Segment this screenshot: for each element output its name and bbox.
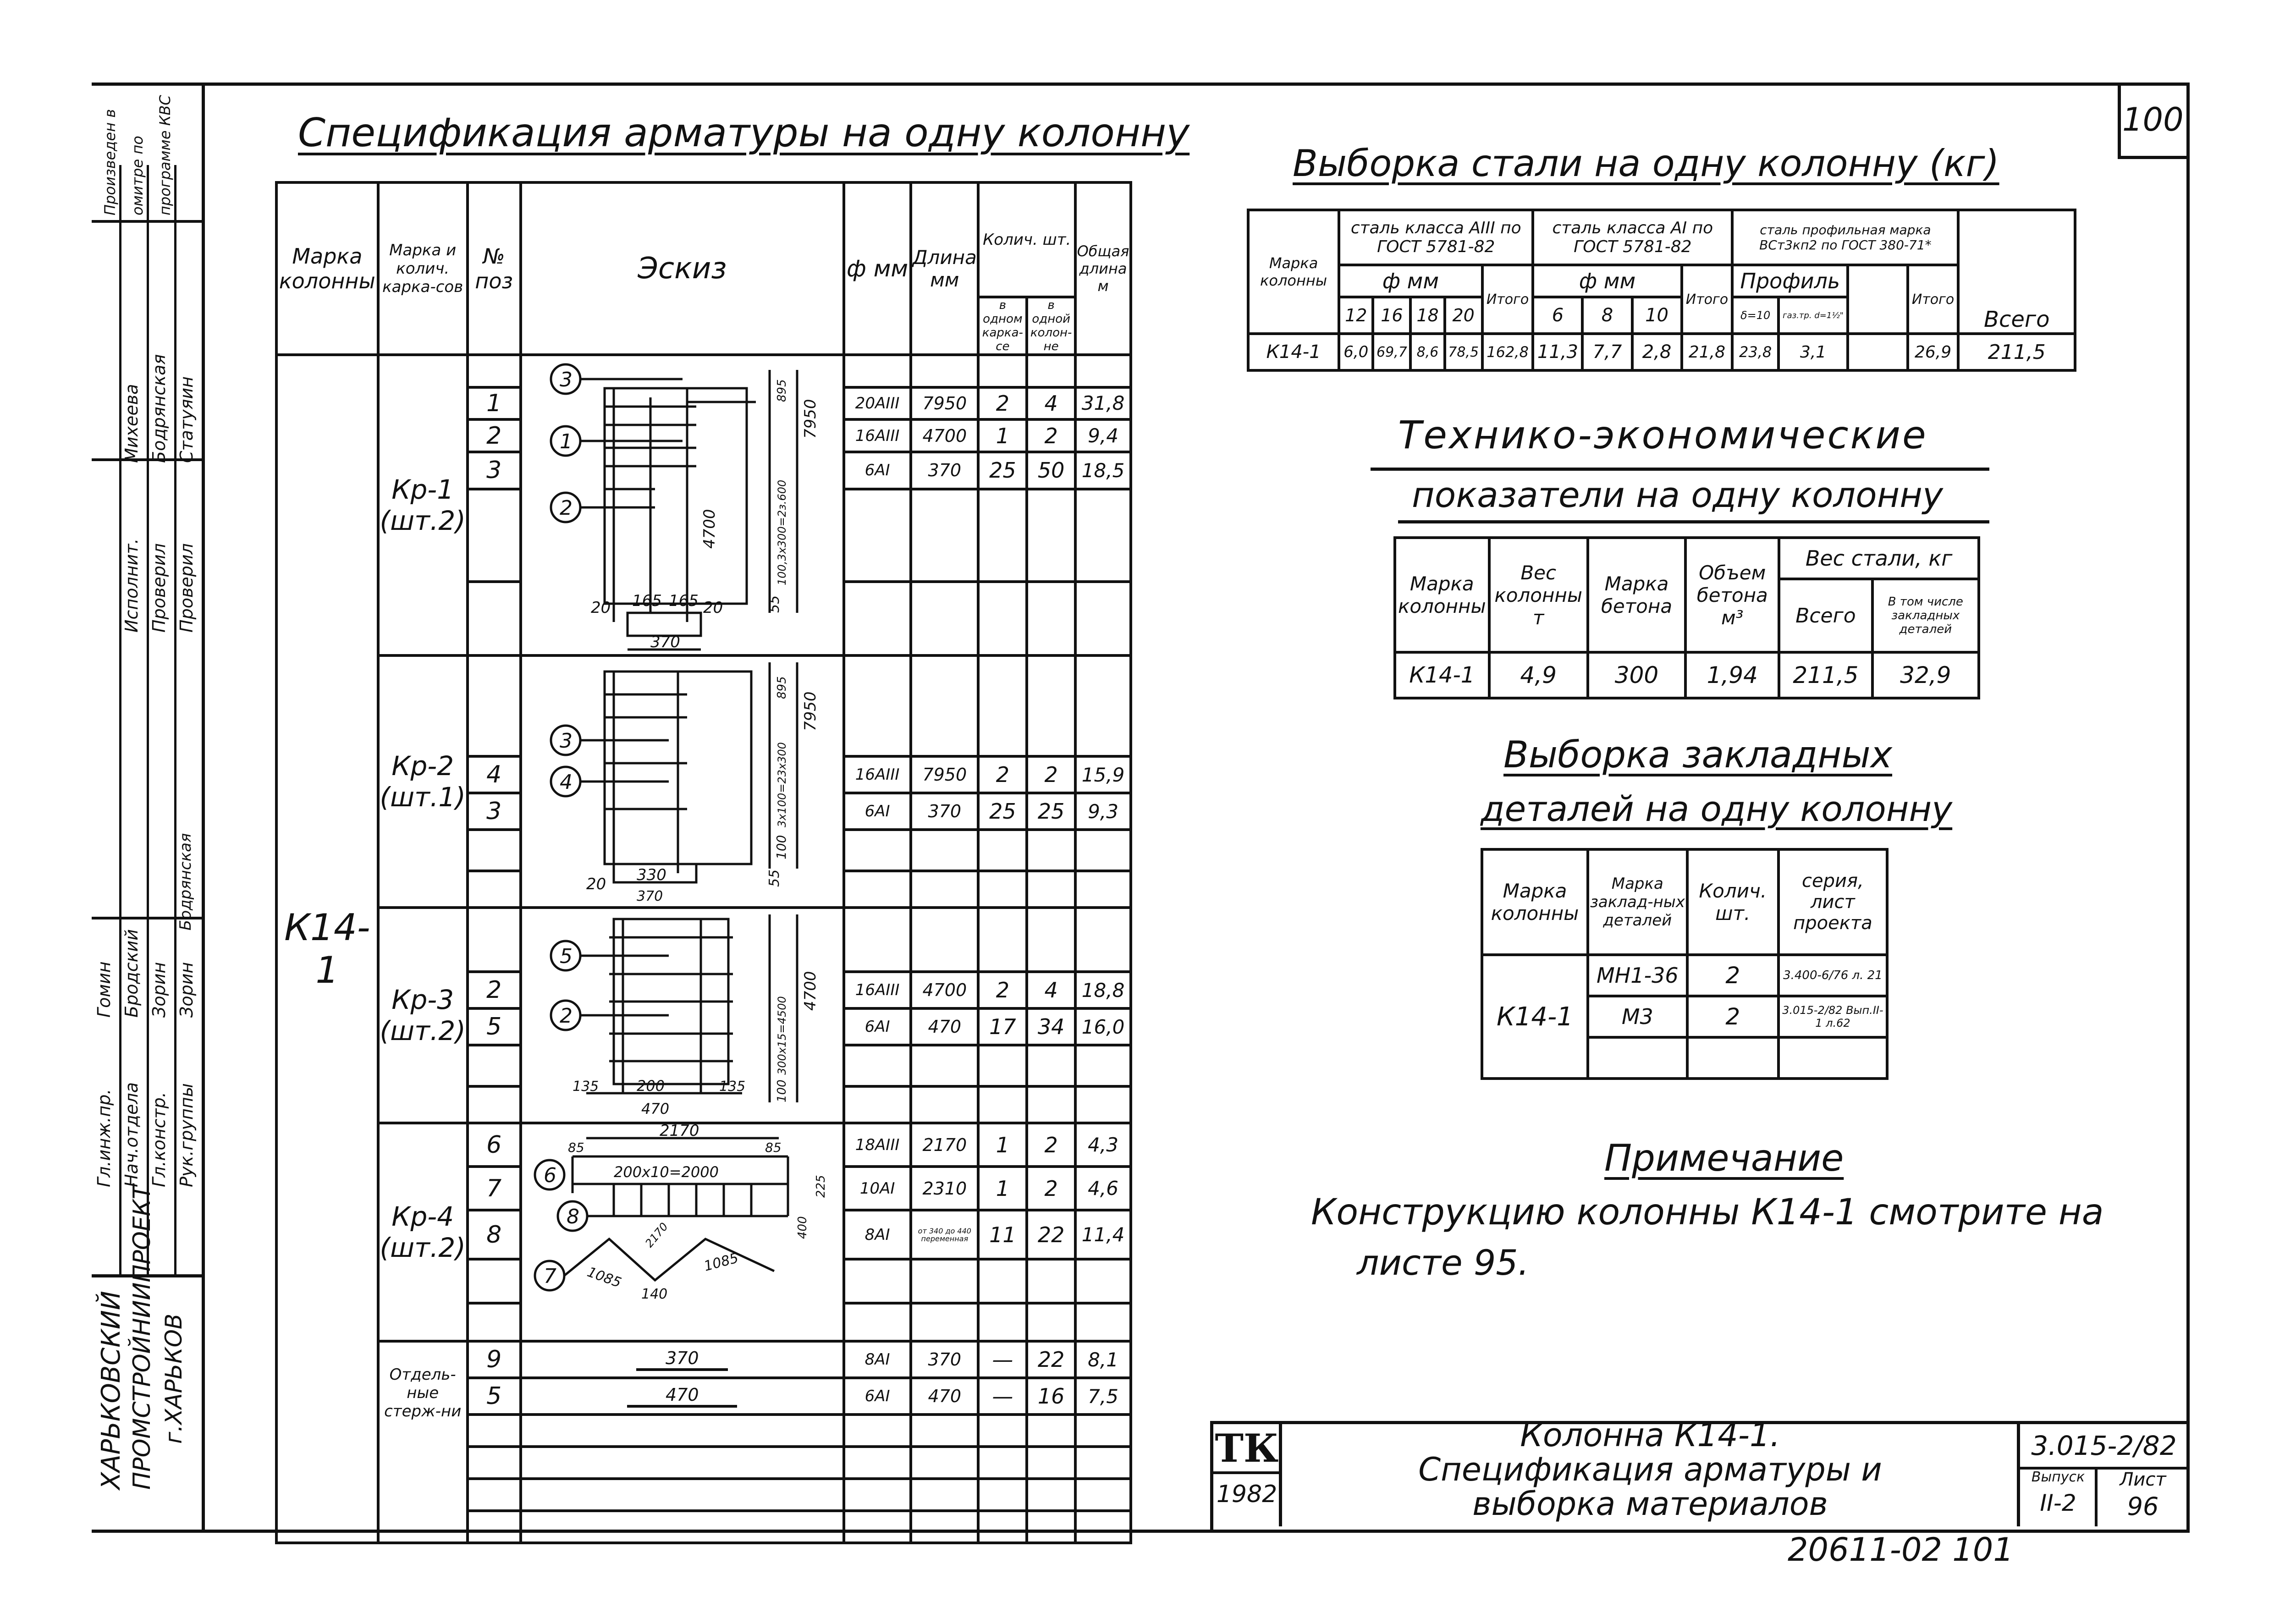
svg-text:8: 8 (566, 1205, 579, 1228)
name2-1: Михеева (121, 384, 142, 463)
h-qty: Колич. шт. (978, 182, 1075, 297)
bar-sketch-9: 370 (521, 1341, 844, 1378)
table-row: 2 (468, 972, 521, 1008)
svg-text:400: 400 (795, 1216, 809, 1239)
svg-text:3х100=23х300: 3х100=23х300 (775, 742, 788, 827)
svg-text:300х15=4500: 300х15=4500 (775, 996, 788, 1075)
role2-1: Исполнит. (121, 538, 142, 633)
spec-table: Марка колонны Марка и колич. карка-сов № поз Эскиз ф мм Длина мм Колич. шт. Общая длина м в одном карка-се в одной колон-не К14-1 Кр-1 (шт.2) 3 1 2 20 165 165 20 370 4700 7950 55 100,3х300=2з.600 895 1 20АIII 7950 2 4 31,8 2 16АIII 4700 1 2 9,4 3 6АI 370 25 50 18,5 Кр-2 (шт.1) 3 4 20 330 370 7950 55 100 3х100=23х300 895 4 16АIII 7950 2 2 15,9 3 6АI 370 25 25 9,3 Кр-3 (шт.2) 5 2 135 200 135 470 4700 100 300х15=4500 2 16АIII 4700 2 4 18,8 5 6АI 470 17 34 16,0 Кр-4 (шт.2) 6 6 8 7 2170 200х10=2000 85 85 1085 140 1085 400 225 2170 18АIII 2170 1 2 4,3 7 10АI 2310 1 2 4,6 8 8АI от 340 до 440 переменная 11 22 11,4 Отдель-ные стерж-ни 9 370 8АI 370 — 22 8,1 5 470 6АI 470 — 16 7,5 (275, 181, 1132, 1544)
table-row: К14-1 (1395, 652, 1489, 698)
name2-3: Статуяин (176, 376, 197, 463)
issue-value: II-2 (2040, 1490, 2076, 1516)
side-note: Произведен в омитре по программе КВС (101, 95, 174, 215)
spec-title: Спецификация арматуры на одну колонну (298, 110, 1190, 156)
tech-table: Марка колонны Вес колонны т Марка бетона Объем бетона м³ Вес стали, кг Всего В том числе закладных деталей К14-1 4,9 300 1,94 211,5 32,9 (1393, 536, 1980, 699)
svg-text:100,3х300=2з.600: 100,3х300=2з.600 (775, 479, 788, 585)
svg-text:165: 165 (668, 592, 699, 610)
stamp-title2: Спецификация арматуры и (1418, 1451, 1882, 1488)
h-total-len: Общая длина м (1075, 182, 1131, 355)
svg-text:55: 55 (766, 869, 782, 887)
svg-text:370: 370 (650, 633, 680, 651)
svg-text:200х10=2000: 200х10=2000 (613, 1163, 719, 1181)
issue-label: Выпуск (2031, 1469, 2085, 1485)
svg-text:55: 55 (766, 595, 782, 613)
h-qty-col: в одной колон-не (1027, 297, 1075, 355)
role-2: Нач.отдела (121, 1082, 142, 1187)
table-row: 5 (468, 1378, 521, 1415)
svg-text:3: 3 (559, 729, 573, 753)
note-line2: листе 95. (1357, 1242, 1529, 1283)
name-2: Бродский (121, 929, 142, 1018)
emb-table: Марка колонны Марка заклад-ных деталей Колич. шт. серия, лист проекта К14-1 МН1-36 2 3.400-6/76 л. 21 М3 2 3.015-2/82 Вып.II-1 л.62 (1481, 848, 1889, 1080)
role2-3: Проверил (176, 543, 197, 633)
left-border (202, 83, 205, 1530)
h-qty-one: в одном карка-се (978, 297, 1027, 355)
stamp-title1: Колонна К14-1. (1520, 1416, 1780, 1454)
h-diam: ф мм (844, 182, 911, 355)
table-row: 3 (468, 452, 521, 489)
bottom-code: 20611-02 101 (1788, 1531, 2014, 1569)
h-cage-mark: Марка и колич. карка-сов (378, 182, 468, 355)
stamp-code: 3.015-2/82 (2031, 1430, 2177, 1461)
emb-title1: Выборка закладных (1503, 733, 1893, 776)
svg-text:85: 85 (765, 1140, 782, 1155)
column-mark-cell: К14-1 (276, 355, 378, 1543)
svg-text:7950: 7950 (801, 399, 820, 439)
steel-title: Выборка стали на одну колонну (кг) (1293, 142, 1999, 185)
steel-table: Марка колонны сталь класса АIII по ГОСТ 5781-82 сталь класса АI по ГОСТ 5781-82 сталь профильная марка ВСт3кп2 по ГОСТ 380-71* Всего ф мм Итого ф мм Итого Профиль Итого 12 16 18 20 6 8 10 δ=10 газ.тр. d=1½" К14-1 6,0 69,7 8,6 78,5 162,8 11,3 7,7 2,8 21,8 23,8 3,1 26,9 211,5 (1247, 209, 2076, 372)
org-line2: ПРОМСТРОЙНИИПРОЕКТ (128, 1184, 156, 1490)
h-col-mark: Марка колонны (276, 182, 378, 355)
svg-text:20: 20 (590, 599, 611, 617)
svg-text:2: 2 (559, 1004, 573, 1028)
svg-text:140: 140 (641, 1286, 667, 1302)
sketch-kr1 (521, 355, 844, 655)
stamp-title3: выборка материалов (1472, 1485, 1828, 1523)
emb-title2: деталей на одну колонну (1481, 788, 1953, 829)
cage-kr1: Кр-1 (шт.2) (378, 355, 468, 655)
svg-text:1085: 1085 (584, 1264, 623, 1291)
bar-sketch-5: 470 (521, 1378, 844, 1415)
cage-separate: Отдель-ные стерж-ни (378, 1341, 468, 1543)
svg-text:20: 20 (703, 599, 723, 617)
svg-text:135: 135 (572, 1079, 599, 1095)
cage-kr4: Кр-4 (шт.2) (378, 1123, 468, 1341)
svg-text:135: 135 (719, 1079, 745, 1095)
tech-title2: показатели на одну колонну (1412, 474, 1943, 515)
h-sketch: Эскиз (521, 182, 844, 355)
svg-text:6: 6 (543, 1164, 556, 1187)
mark-2: 2 (559, 496, 573, 520)
role-1: Гл.инж.пр. (94, 1089, 114, 1187)
name-4: Зорин (176, 962, 197, 1018)
tech-title1: Технико-экономические (1398, 413, 1928, 457)
svg-text:7: 7 (543, 1265, 556, 1288)
cage-kr2: Кр-2 (шт.1) (378, 655, 468, 908)
role-4: Рук.группы (176, 1083, 197, 1187)
name2-2: Бодрянская (149, 354, 169, 463)
table-row: М3 (1588, 996, 1687, 1037)
svg-text:100: 100 (773, 835, 789, 859)
svg-text:895: 895 (775, 379, 789, 402)
svg-text:1085: 1085 (702, 1250, 740, 1275)
org-line1: ХАРЬКОВСКИЙ (96, 1291, 126, 1490)
svg-text:895: 895 (775, 676, 789, 699)
svg-text:470: 470 (641, 1100, 669, 1118)
org-line3: г.ХАРЬКОВ (160, 1313, 187, 1444)
h-pos: № поз (468, 182, 521, 355)
svg-text:225: 225 (814, 1175, 828, 1198)
svg-text:330: 330 (636, 866, 666, 884)
table-row: 1 (468, 387, 521, 420)
svg-text:20: 20 (586, 875, 606, 893)
role2-2: Проверил (149, 543, 169, 633)
cage-kr3: Кр-3 (шт.2) (378, 908, 468, 1123)
table-row: 2 (468, 419, 521, 452)
page-number: 100 (2122, 101, 2184, 138)
table-row: МН1-36 (1588, 955, 1687, 996)
svg-text:4700: 4700 (801, 971, 820, 1011)
svg-text:165: 165 (632, 592, 662, 610)
name-3: Зорин (149, 962, 169, 1018)
svg-text:2170: 2170 (659, 1124, 699, 1140)
table-row: 5 (468, 1008, 521, 1045)
svg-text:100: 100 (775, 1079, 789, 1102)
table-row: 4 (468, 756, 521, 793)
sketch-kr2 (521, 655, 844, 908)
table-row: К14-1 (1248, 334, 1339, 370)
table-row: 8 (468, 1210, 521, 1259)
mark-3: 3 (559, 368, 573, 391)
stamp-year: 1982 (1216, 1481, 1277, 1508)
sheet-value: 96 (2127, 1492, 2159, 1521)
table-row: 3 (468, 793, 521, 830)
svg-text:85: 85 (567, 1140, 584, 1155)
svg-text:7950: 7950 (801, 691, 820, 731)
svg-text:370: 370 (636, 888, 663, 904)
mark-1: 1 (559, 430, 573, 453)
svg-text:4: 4 (559, 771, 573, 794)
note-line1: Конструкцию колонны К14-1 смотрите на (1311, 1192, 2104, 1233)
name-1: Гомин (94, 961, 114, 1018)
name-5: Бодрянская (176, 833, 195, 930)
tk-logo: ТК (1215, 1426, 1279, 1471)
sheet-label: Лист (2120, 1469, 2166, 1490)
table-row: 7 (468, 1167, 521, 1210)
sketch-kr4 (521, 1123, 844, 1341)
h-length: Длина мм (911, 182, 978, 355)
svg-text:200: 200 (636, 1077, 665, 1095)
svg-text:2170: 2170 (642, 1220, 671, 1250)
sketch-kr3 (521, 908, 844, 1123)
svg-text:5: 5 (559, 945, 573, 968)
note-title: Примечание (1604, 1137, 1844, 1179)
table-row: 6 (468, 1123, 521, 1167)
table-row: 9 (468, 1341, 521, 1378)
svg-text:4700: 4700 (700, 509, 719, 549)
role-3: Гл.констр. (149, 1092, 169, 1187)
